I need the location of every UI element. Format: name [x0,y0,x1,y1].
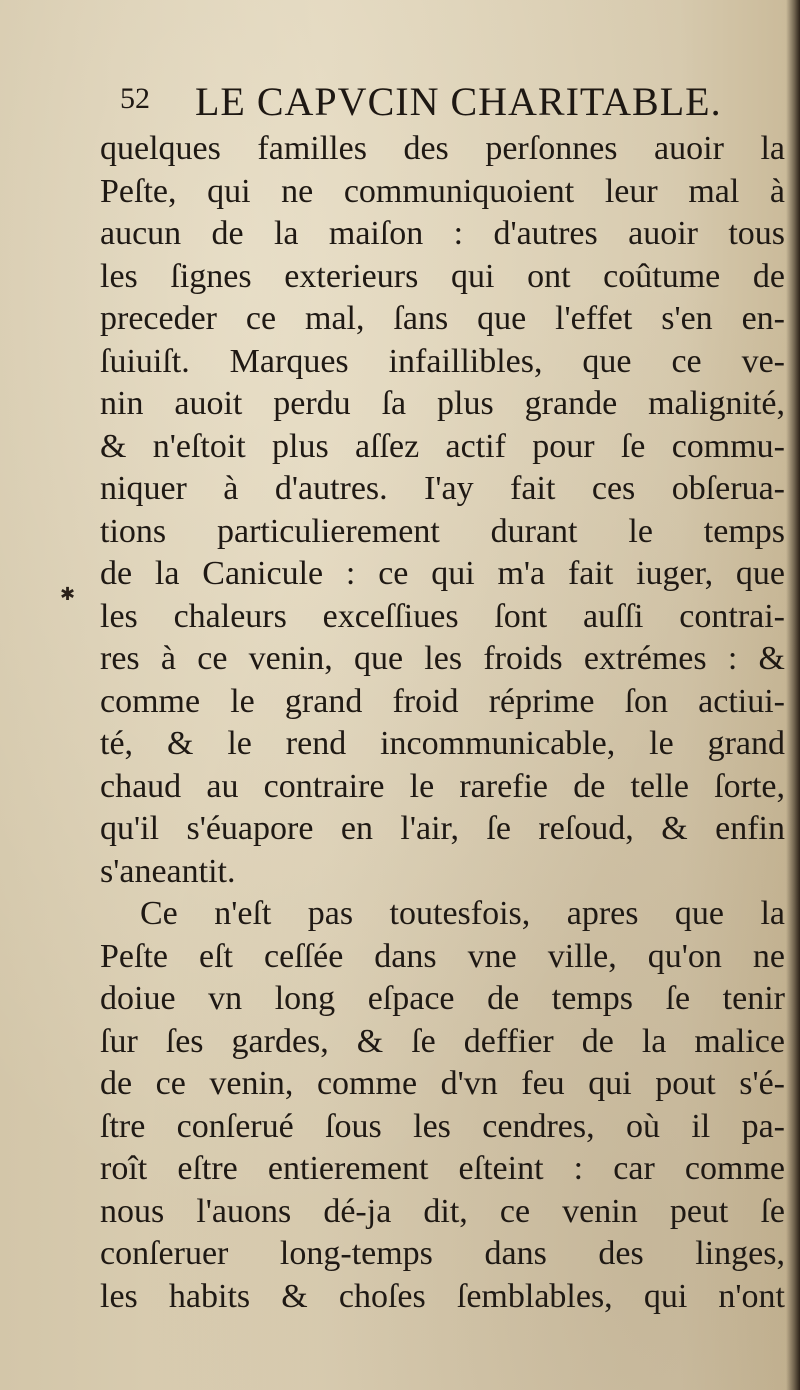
text-line: les chaleurs exceſſiues ſont auſſi contrai- [100,597,785,635]
text-line: ſur ſes gardes, & ſe deffier de la malice [100,1022,785,1060]
margin-mark-icon: ✱ [60,584,76,605]
running-title: LE CAPVCIN CHARITABLE. [195,79,722,124]
text-line: comme le grand froid réprime ſon actiui- [100,682,785,720]
page-edge-shadow [786,0,800,1390]
text-line: & n'eſtoit plus aſſez actif pour ſe commu- [100,427,785,465]
text-line: res à ce venin, que les froids extrémes : & [100,640,785,677]
text-line: té, & le rend incommunicable, le grand [100,725,785,762]
text-line: qu'il s'éuapore en l'air, ſe reſoud, & enfin [100,810,785,847]
text-line: tions particulierement durant le temps [100,512,785,550]
page-header [120,78,780,122]
text-line: conſeruer long-temps dans des linges, [100,1235,785,1272]
text-line: aucun de la maiſon : d'autres auoir tous [100,215,785,252]
text-line: les ſignes exterieurs qui ont coûtume de [100,257,785,295]
text-line: doiue vn long eſpace de temps ſe tenir [100,980,785,1017]
text-line: niquer à d'autres. I'ay fait ces obſerua- [100,470,785,507]
text-line: Peſte, qui ne communiquoient leur mal à [100,172,785,210]
text-line: nous l'auons dé-ja dit, ce venin peut ſe [100,1192,785,1230]
text-line: nin auoit perdu ſa plus grande malignité, [100,385,785,422]
text-line: de ce venin, comme d'vn feu qui pout s'é- [100,1065,785,1102]
text-line: preceder ce mal, ſans que l'effet s'en en- [100,300,785,337]
text-line: roît eſtre entierement eſteint : car comme [100,1150,785,1187]
text-line: quelques familles des perſonnes auoir la [100,130,785,167]
text-line: les habits & choſes ſemblables, qui n'ont [100,1277,785,1315]
page-number: 52 [120,82,150,115]
text-line: chaud au contraire le rarefie de telle ſorte, [100,767,785,805]
body-text [100,128,785,1318]
paragraph-first-line: Ce n'eſt pas toutesfois, apres que la [140,895,785,932]
text-line: Peſte eſt ceſſée dans vne ville, qu'on ne [100,937,785,975]
text-line: ſuiuiſt. Marques infaillibles, que ce ve- [100,342,785,380]
text-line: s'aneantit. [100,852,236,890]
text-line: ſtre conſerué ſous les cendres, où il pa- [100,1107,785,1145]
text-line: de la Canicule : ce qui m'a fait iuger, que [100,555,785,592]
